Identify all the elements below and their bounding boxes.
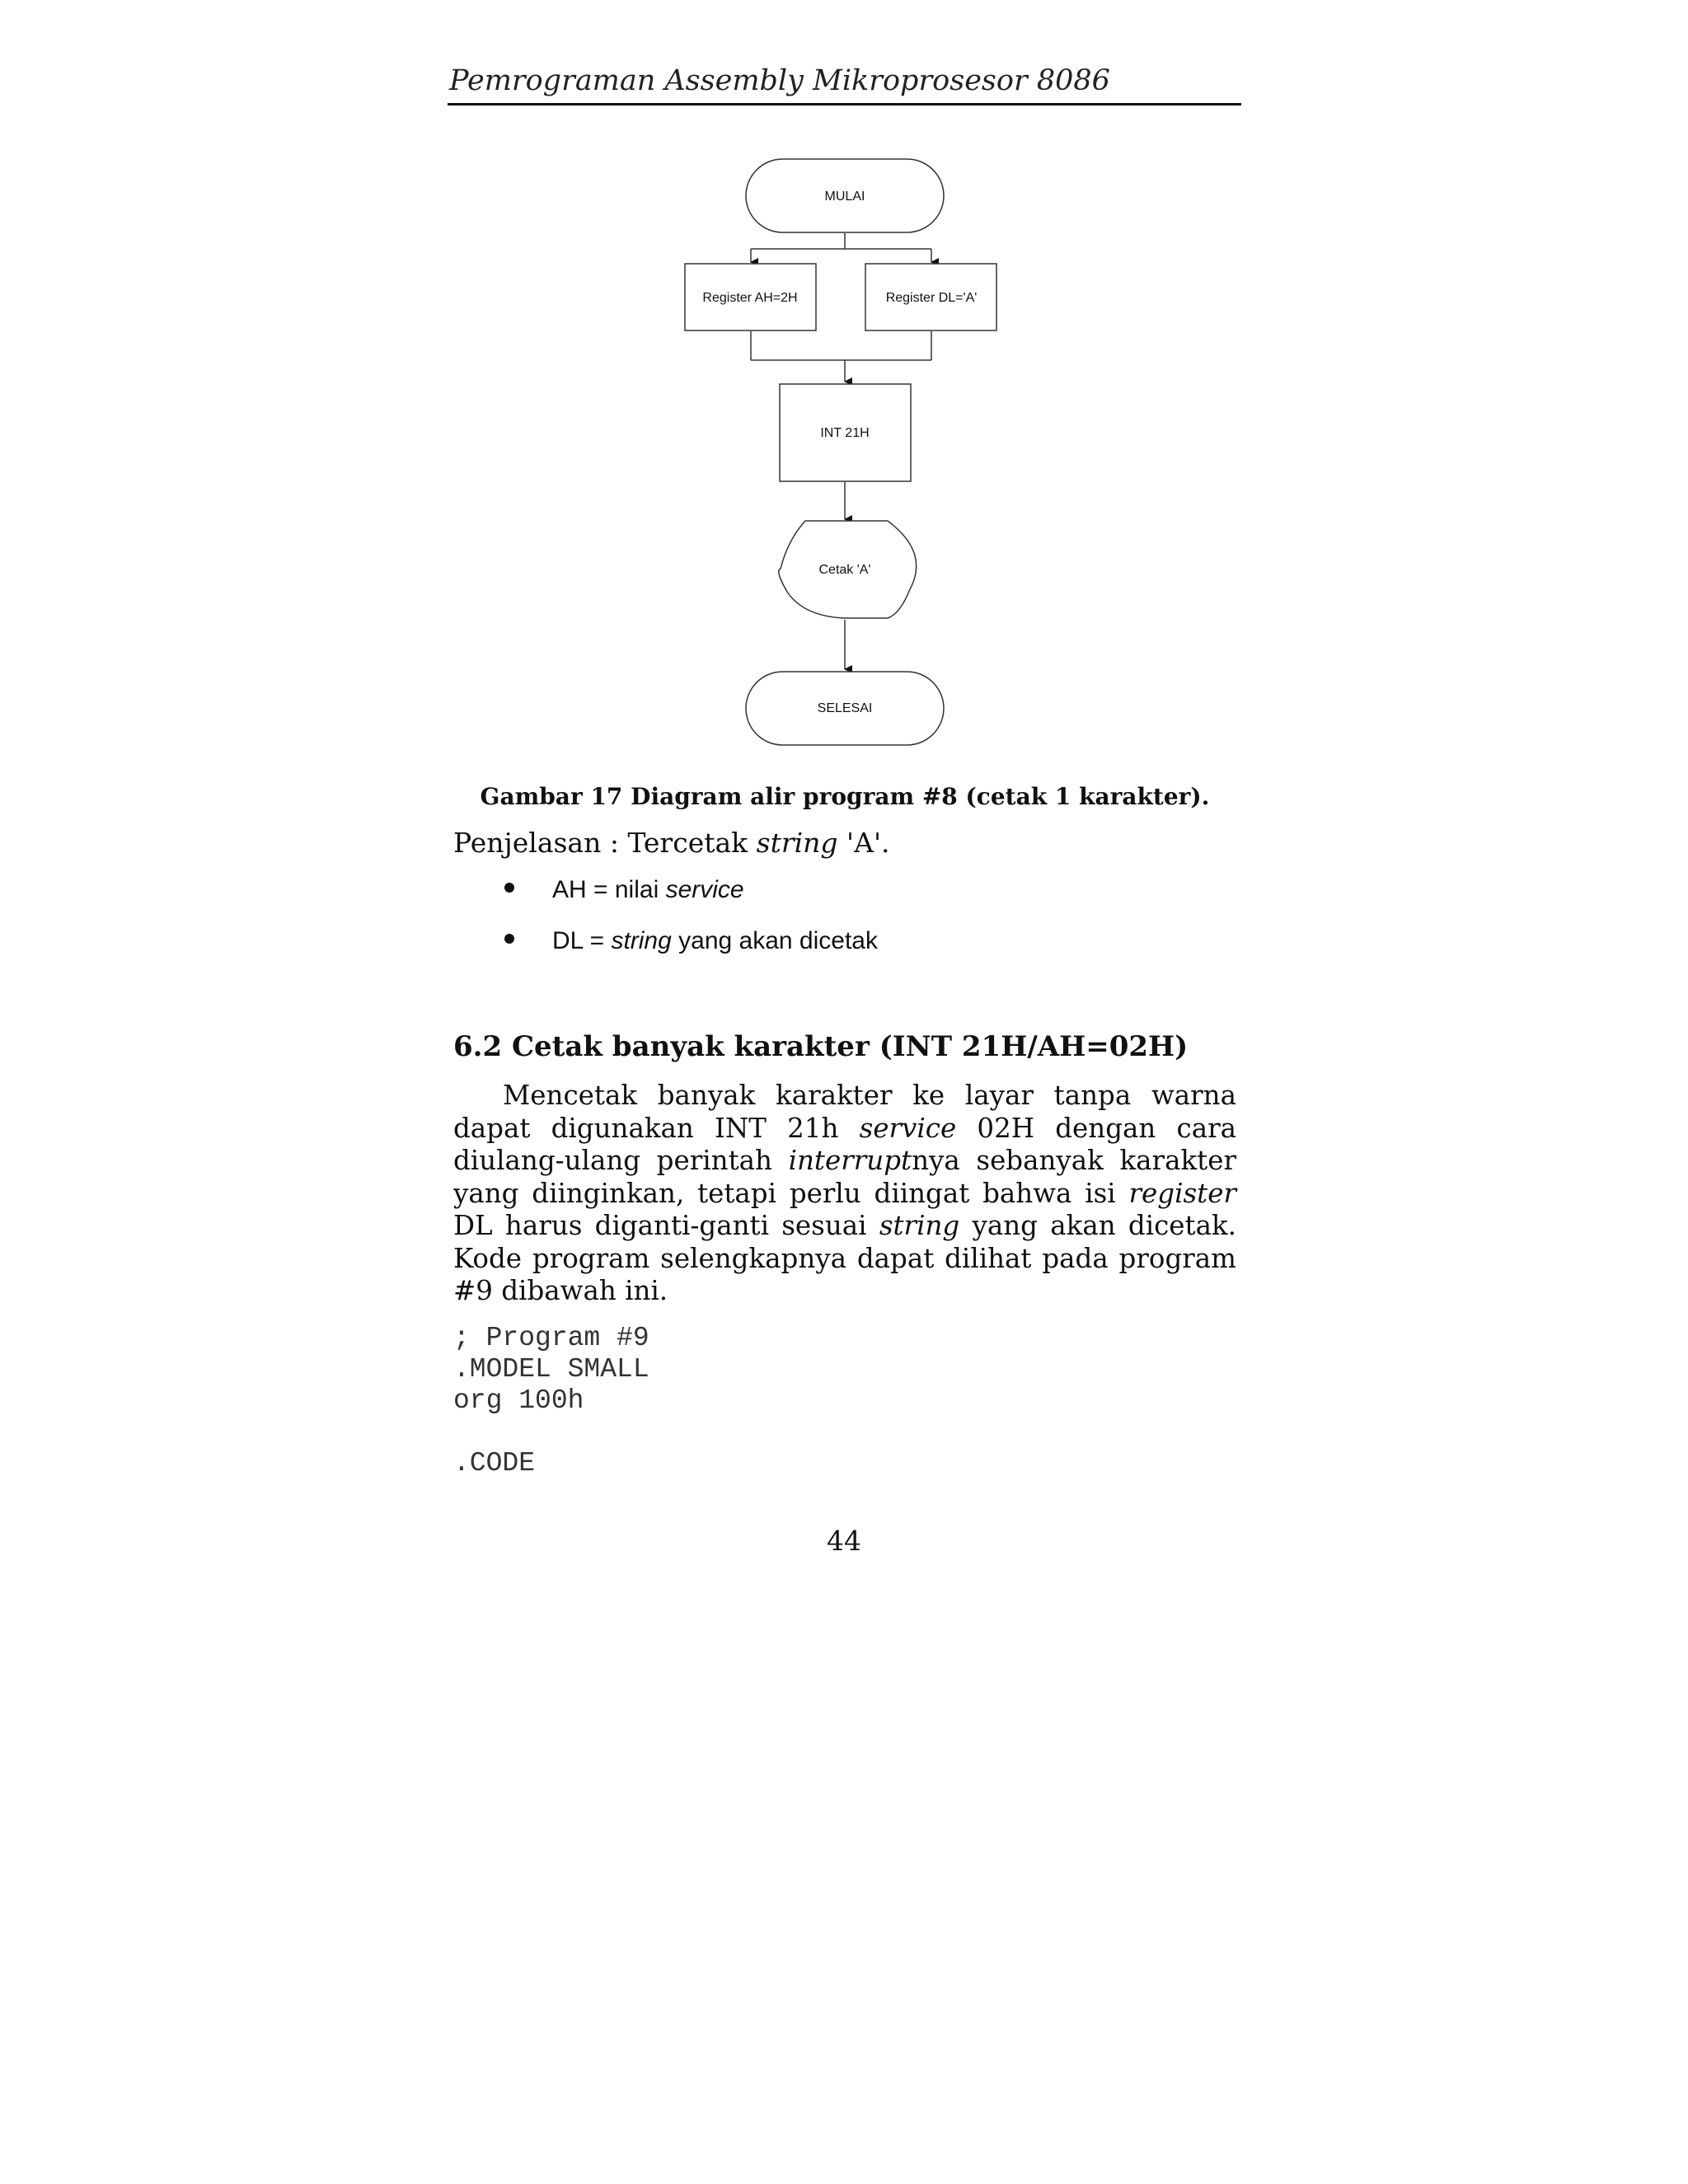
display-label: Cetak 'A' (818, 563, 871, 577)
code-line: org 100h (453, 1385, 584, 1416)
paragraph-text: nya sebanyak karakter (912, 1145, 1236, 1176)
code-line: .CODE (453, 1448, 536, 1479)
paragraph-line-3 (453, 1145, 1236, 1178)
running-header: Pemrograman Assembly Mikroprosesor 8086 (449, 64, 1110, 97)
explanation-italic: string (756, 827, 838, 859)
bullet-dl-post: yang akan dicetak (671, 927, 878, 954)
paragraph-text: yang akan dicetak. (959, 1210, 1236, 1241)
bullet-item-dl (504, 927, 878, 955)
flowchart-diagram (0, 0, 1688, 783)
bullet-dl-italic: string (611, 927, 672, 954)
paragraph-line-4 (453, 1178, 1236, 1211)
paragraph-italic: service (859, 1112, 957, 1144)
bullet-ah-italic: service (665, 876, 744, 903)
paragraph-line-7 (453, 1275, 1236, 1308)
int21h-label: INT 21H (820, 426, 870, 440)
paragraph-line-2 (453, 1113, 1236, 1146)
paragraph-line-5 (453, 1210, 1236, 1243)
explanation-line (453, 827, 890, 859)
paragraph-line-6 (453, 1243, 1236, 1276)
figure-caption: Gambar 17 Diagram alir program #8 (cetak 1 karakter). (480, 783, 1210, 810)
paragraph-text: diulang-ulang perintah (453, 1145, 789, 1176)
code-listing (453, 1323, 649, 1479)
bullet-dot-icon (504, 934, 514, 944)
explanation-suffix: 'A'. (837, 827, 890, 859)
bullet-dot-icon (504, 883, 514, 893)
code-line (453, 1417, 649, 1448)
paragraph-line-1 (453, 1080, 1236, 1113)
explanation-prefix: Penjelasan : Tercetak (453, 827, 757, 859)
paragraph-text: #9 dibawah ini. (453, 1275, 668, 1306)
page-number: 44 (827, 1525, 861, 1557)
bullet-dl-pre: DL = (552, 927, 612, 954)
paragraph-text: Kode program selengkapnya dapat dilihat pada program (453, 1242, 1236, 1274)
code-line: .MODEL SMALL (453, 1354, 649, 1385)
code-line: ; Program #9 (453, 1323, 649, 1353)
paragraph-text: yang diinginkan, tetapi perlu diingat bahwa isi (453, 1177, 1129, 1209)
paragraph-text: 02H dengan cara (956, 1112, 1236, 1144)
paragraph-text: Mencetak banyak karakter ke layar tanpa warna (503, 1080, 1236, 1111)
body-paragraph (453, 1080, 1236, 1308)
paragraph-italic: register (1128, 1177, 1236, 1209)
paragraph-italic: string (879, 1210, 960, 1241)
paragraph-text: DL harus diganti-ganti sesuai (453, 1210, 879, 1241)
paragraph-italic: interrupt (788, 1145, 912, 1176)
section-heading: 6.2 Cetak banyak karakter (INT 21H/AH=02H) (453, 1030, 1189, 1063)
register-dl-label: Register DL='A' (885, 291, 978, 305)
start-label: MULAI (824, 190, 865, 204)
bullet-ah-pre: AH = nilai (552, 876, 666, 903)
end-label: SELESAI (817, 701, 873, 715)
bullet-item-ah (504, 876, 744, 904)
paragraph-text: dapat digunakan INT 21h (453, 1112, 860, 1144)
register-ah-label: Register AH=2H (702, 291, 798, 305)
